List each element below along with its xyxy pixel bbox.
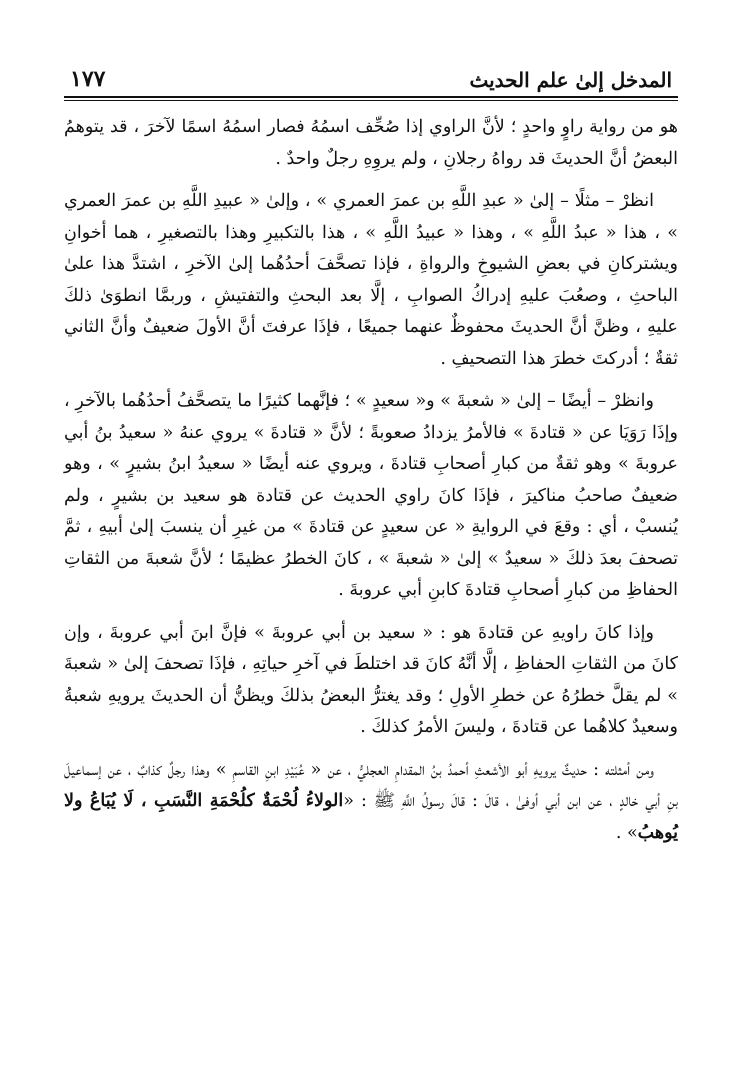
body-text bbox=[64, 112, 678, 860]
example-intro: ومن أمثلته : حديثٌ يرويهِ أبو الأشعثِ أحمدُ بنُ المقدامِ العجليُّ ، عن « عُبَيْدِ ابنِ القاسمِ » وهذا رجلٌ كذابٌ ، عن إسماعيلَ بنِ أبي خالدٍ ، عن ابن أبي أوفىٰ ، قالَ : قالَ رسولُ اللَّهِ ﷺ : « bbox=[64, 759, 678, 811]
quote-close: » . bbox=[615, 822, 638, 843]
paragraph: وانظرْ – أيضًا – إلىٰ « شعبةَ » و« سعيدٍ » ؛ فإنَّهما كثيرًا ما يتصحَّفُ أحدُهُما بالآخرِ ، وإذَا رَوَيَا عن « قتادةَ » فالأمرُ يزدادُ صعوبةً ؛ لأنَّ « قتادةَ » يروي عنهُ « سعيدُ بنُ أبي عروبةَ » وهو ثقةٌ من كبارِ أصحابِ قتادةَ ، ويروي عنه أيضًا « سعيدُ ابنُ بشيرٍ » ، وهو ضعيفٌ صاحبُ مناكيرَ ، فإذَا كانَ راوي الحديث عن قتادة هو سعيد بن بشيرٍ ، ولم يُنسبْ ، أي : وقعَ في الروايةِ « عن سعيدٍ عن قتادةَ » من غيرِ أن ينسبَ إلىٰ أبيهِ ، ثمَّ تصحفَ بعدَ ذلكَ « سعيدٌ » إلىٰ « شعبةَ » ، كانَ الخطرُ عظيمًا ؛ لأنَّ شعبةَ من الثقاتِ الحفاظِ من كبارِ أصحابِ قتادةَ كابنِ أبي عروبةَ . bbox=[64, 391, 678, 600]
paragraph: وإذا كانَ راويهِ عن قتادةَ هو : « سعيد بن أبي عروبةَ » فإنَّ ابنَ أبي عروبةَ ، وإن كانَ من الثقاتِ الحفاظِ ، إلَّا أنَّهُ كانَ قد اختلطَ في آخرِ حياتِهِ ، فإذَا تصحفَ إلىٰ « شعبةَ » لم يقلَّ خطرُهُ عن خطرِ الأولِ ؛ وقد يغترُّ البعضُ بذلكَ ويظنُّ أن الحديثَ يرويهِ شعبةُ وسعيدٌ كلاهُما عن قتادةَ ، وليسَ الأمرُ كذلكَ . bbox=[64, 622, 678, 737]
paragraph-example bbox=[64, 755, 678, 850]
page-number: ١٧٧ bbox=[70, 65, 106, 92]
paragraph: هو من رواية راوٍ واحدٍ ؛ لأنَّ الراوي إذا صُحِّف اسمُهُ فصار اسمُهُ اسمًا لآخرَ ، قد يتوهمُ البعضُ أنَّ الحديثَ قد رواهُ رجلانِ ، ولم يروِهِ رجلٌ واحدٌ . bbox=[64, 117, 678, 169]
running-title: المدخل إلىٰ علم الحديث bbox=[469, 68, 672, 92]
paragraph: انظرْ – مثلًا – إلىٰ « عبدِ اللَّهِ بن عمرَ العمري » ، وإلىٰ « عبيدِ اللَّهِ بن عمرَ العمري » ، هذا « عبدُ اللَّهِ » ، وهذا « عبيدُ اللَّهِ » ، هذا بالتكبيرِ وهذا بالتصغيرِ ، هما أخوانِ ويشتركانِ في بعضِ الشيوخِ والرواةِ ، فإذا تصحَّفَ أحدُهُما إلىٰ الآخرِ ، اشتدَّ هذا علىٰ الباحثِ ، وصعُبَ عليهِ إدراكُ الصوابِ ، إلَّا بعد البحثِ والتفتيشِ ، وربمَّا انطوَىٰ ذلكَ عليهِ ، وظنَّ أنَّ الحديثَ محفوظٌ عنهما جميعًا ، فإذَا عرفتَ أنَّ الأولَ ضعيفٌ وأنَّ الثاني ثقةٌ ؛ أدركتَ خطرَ هذا التصحيفِ . bbox=[64, 191, 678, 369]
hadith-quote: الولاءُ لُحْمَةٌ كلُحْمَةِ النَّسَبِ ، لَا يُبَاعُ ولا يُوهبُ bbox=[64, 791, 678, 843]
header-rule bbox=[64, 96, 678, 98]
page-header bbox=[70, 52, 672, 92]
